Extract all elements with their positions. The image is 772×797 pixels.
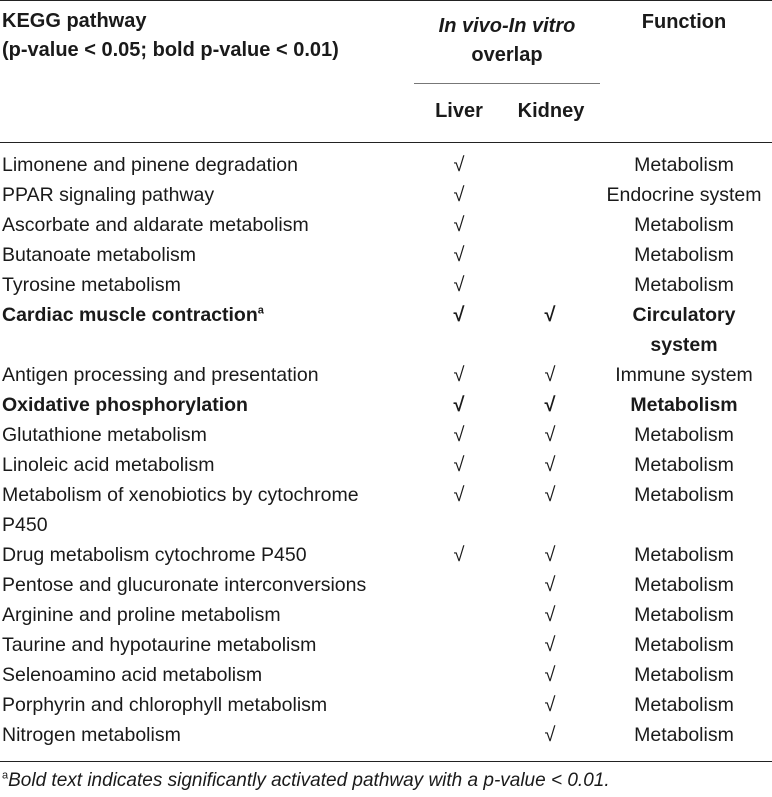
liver-check: √ [453,244,465,266]
pathway-cell: Selenoamino acid metabolism [2,664,263,686]
kidney-check: √ [544,454,556,476]
function-cell: Immune system [615,364,753,386]
pathway-cell: Porphyrin and chlorophyll metabolism [2,694,328,716]
liver-check: √ [453,544,465,566]
table-row [0,570,772,600]
table-row [0,480,772,540]
pathway-cell: Tyrosine metabolism [2,274,181,296]
kidney-check: √ [544,694,556,716]
function-cell: Metabolism [634,544,734,566]
header-overlap-line2: overlap [471,44,543,66]
function-cell: Metabolism [634,454,734,476]
kidney-check: √ [544,574,556,596]
function-cell: Metabolism [634,214,734,236]
kidney-check: √ [544,304,556,326]
liver-check: √ [453,424,465,446]
kidney-check: √ [544,604,556,626]
function-cell: Metabolism [634,724,734,746]
table-row [0,360,772,390]
kidney-check: √ [544,724,556,746]
pathway-cell: Antigen processing and presentation [2,364,319,386]
pathway-line2: P450 [2,514,48,536]
header-function: Function [641,11,727,33]
pathway-cell: Linoleic acid metabolism [2,454,215,476]
liver-check: √ [453,184,465,206]
footnote-marker: a [2,769,9,782]
table-row [0,300,772,360]
pathway-cell: PPAR signaling pathway [2,184,215,206]
pathway-cell: Taurine and hypotaurine metabolism [2,634,317,656]
table-row [0,240,772,270]
table-row [0,600,772,630]
footnote-marker: a [257,304,264,317]
liver-check: √ [453,364,465,386]
liver-check: √ [453,214,465,236]
pathway-cell: Arginine and proline metabolism [2,604,281,626]
function-cell: Endocrine system [606,184,762,206]
pathway-cell: Pentose and glucuronate interconversions [2,574,367,596]
liver-check: √ [453,274,465,296]
header-overlap-italic: In vivo-In vitro [438,15,576,37]
pathway-cell [2,300,264,330]
table-row [0,690,772,720]
header-pathway-line1: KEGG pathway [2,10,147,32]
function-cell: Metabolism [634,694,734,716]
header-liver: Liver [435,100,483,122]
kidney-check: √ [544,484,556,506]
table-row [0,180,772,210]
pathway-cell: Nitrogen metabolism [2,724,181,746]
function-cell: Metabolism [630,394,738,416]
liver-check: √ [453,394,465,416]
pathway-cell: Drug metabolism cytochrome P450 [2,544,307,566]
function-cell: Metabolism [634,424,734,446]
liver-check: √ [453,154,465,176]
kidney-check: √ [544,664,556,686]
pathway-text: Cardiac muscle contraction [2,304,258,326]
function-cell: Metabolism [634,244,734,266]
header-kidney: Kidney [517,100,585,122]
kidney-check: √ [544,544,556,566]
function-cell: Metabolism [634,484,734,506]
table-row [0,270,772,300]
header-pathway-line2: (p-value < 0.05; bold p-value < 0.01) [2,39,339,61]
function-cell: Metabolism [634,154,734,176]
header-pathway [2,7,339,65]
footnote [2,770,610,792]
pathway-line1: Metabolism of xenobiotics by cytochrome [2,484,359,506]
table-row [0,420,772,450]
kidney-check: √ [544,394,556,416]
table-row [0,660,772,690]
function-cell: Metabolism [634,604,734,626]
pathway-cell: Limonene and pinene degradation [2,154,298,176]
kidney-check: √ [544,424,556,446]
overlap-rule [414,83,600,84]
function-cell: Metabolism [634,574,734,596]
table-row [0,210,772,240]
pathway-cell: Ascorbate and aldarate metabolism [2,214,309,236]
function-cell: Metabolism [634,664,734,686]
table-row [0,390,772,420]
table-row [0,540,772,570]
function-line1: Circulatory [632,304,736,326]
table-row [0,150,772,180]
function-cell: Metabolism [634,634,734,656]
pathway-cell [2,480,359,540]
function-cell [596,300,772,360]
header-overlap [414,12,600,70]
footnote-text: Bold text indicates significantly activated pathway with a p-value < 0.01. [8,770,610,791]
kidney-check: √ [544,364,556,386]
table-row [0,720,772,750]
pathway-cell: Oxidative phosphorylation [2,394,248,416]
pathway-cell: Butanoate metabolism [2,244,197,266]
header-rule [0,142,772,143]
pathway-cell: Glutathione metabolism [2,424,207,446]
liver-check: √ [453,454,465,476]
table-row [0,450,772,480]
table-row [0,630,772,660]
function-cell: Metabolism [634,274,734,296]
liver-check: √ [453,484,465,506]
bottom-rule [0,761,772,762]
function-line2: system [650,334,718,356]
kidney-check: √ [544,634,556,656]
liver-check: √ [453,304,465,326]
top-rule [0,0,772,1]
